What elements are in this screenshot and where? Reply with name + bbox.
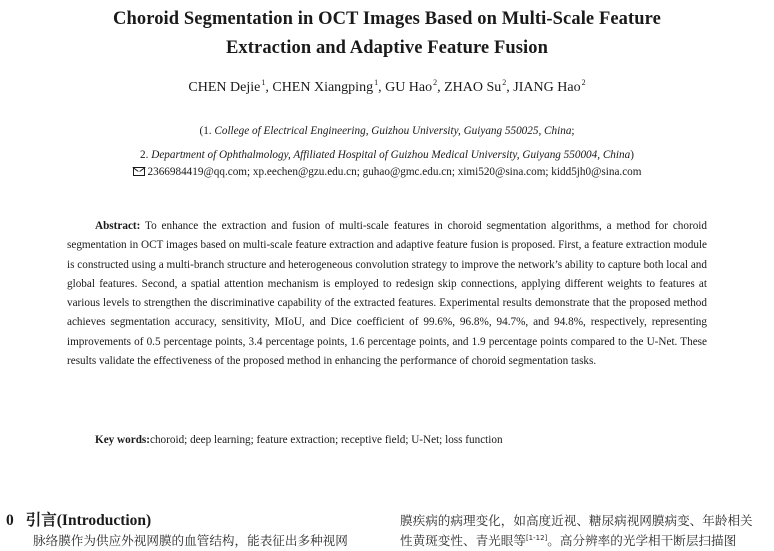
affiliation-1: (1. College of Electrical Engineering, Guizhou University, Guiyang 550025, China; <box>199 125 575 137</box>
author-affil-mark: 2 <box>581 78 586 87</box>
affiliation-2-text: Department of Ophthalmology, Affiliated Hospital of Guizhou Medical University, Guiyang 550004, China <box>151 149 631 161</box>
section-heading <box>6 508 151 530</box>
affiliation-2: 2. Department of Ophthalmology, Affiliated Hospital of Guizhou Medical University, Guiyang 550004, China) <box>140 149 634 161</box>
author-name: CHEN Xiangping <box>272 80 374 95</box>
email-addresses: 2366984419@qq.com; xp.eechen@gzu.edu.cn; guhao@gmc.edu.cn; ximi520@sina.com; kidd5jh0@sina.com <box>147 166 642 178</box>
paper-title <box>0 5 774 63</box>
author-name: GU Hao <box>385 80 433 95</box>
abstract-label: Abstract: <box>95 220 141 232</box>
author-name: CHEN Dejie <box>188 80 261 95</box>
keywords <box>95 434 503 446</box>
body-text-right-1: 膜疾病的病理变化，如高度近视、糖尿病视网膜病变、年龄相关 <box>400 513 753 528</box>
section-number: 0 <box>6 512 14 529</box>
email-line <box>0 166 774 178</box>
author-affil-mark: 2 <box>502 78 507 87</box>
abstract-text: To enhance the extraction and fusion of multi-scale features in choroid segmentation algorithms, a method for choroid segmentation in OCT images based on multi-scale feature extraction and adaptive feature fusion is proposed. First, a feature extraction module is constructed using a multi-branch structure and heterogeneous convolution strategy to improve the network’s ability to capture both local and global features. Second, a spatial attention mechanism is employed to redesign skip connections, applying different weights to features at various levels to strengthen the discriminative capability of the extracted features. Experimental results demonstrate that the proposed method achieves segmentation accuracy, sensitivity, MIoU, and Dice coefficient of 99.6%, 96.8%, 94.7%, and 94.8%, respectively, representing improvements of 0.5 percentage points, 3.4 percentage points, 1.6 percentage points, and 1.9 percentage points compared to the U-Net. These results validate the effectiveness of the proposed method in enhancing the performance of choroid segmentation tasks. <box>67 220 707 368</box>
title-line-1: Choroid Segmentation in OCT Images Based on Multi-Scale Feature <box>113 9 661 29</box>
author-list: CHEN Dejie$^1$, CHEN Xiangping$^1$, GU Hao$^2$, ZHAO Su$^2$, JIANG Hao$^2$ <box>188 78 586 95</box>
keywords-label: Key words: <box>95 434 150 446</box>
body-text-left: 脉络膜作为供应外视网膜的血管结构，能表征出多种视网 <box>33 533 348 548</box>
author-affil-mark: 2 <box>433 78 438 87</box>
author-affil-mark: 1 <box>374 78 379 87</box>
author-name: ZHAO Su <box>444 80 502 95</box>
envelope-icon <box>133 167 145 176</box>
body-text-right-2: 性黄斑变性、青光眼等[1-12]。高分辨率的光学相干断层扫描图 <box>400 533 737 548</box>
author-name: JIANG Hao <box>513 80 581 95</box>
abstract <box>67 217 707 371</box>
author-affil-mark: 1 <box>261 78 266 87</box>
section-title: 引言(Introduction) <box>25 512 152 529</box>
keywords-text: choroid; deep learning; feature extraction; receptive field; U-Net; loss function <box>150 434 503 446</box>
title-line-2: Extraction and Adaptive Feature Fusion <box>225 38 549 58</box>
affiliation-1-text: College of Electrical Engineering, Guizhou University, Guiyang 550025, China <box>214 125 572 137</box>
citation-ref: [1-12] <box>525 534 548 542</box>
